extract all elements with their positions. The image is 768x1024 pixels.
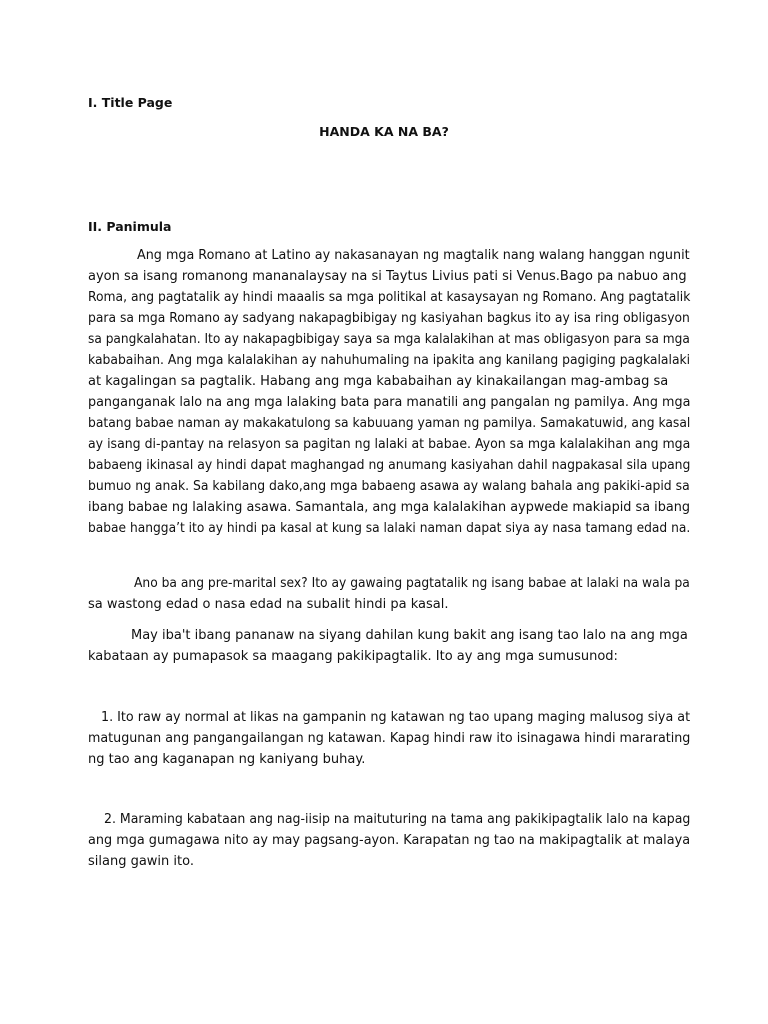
paragraph-line: panganganak lalo na ang mga lalaking bata para manatili ang pangalan ng pamilya. Ang mga: [88, 395, 691, 410]
list-item-line: 2. Maraming kabataan ang nag-iisip na maituturing na tama ang pakikipagtalik lalo na kapag: [104, 812, 691, 827]
paragraph-line: para sa mga Romano ay sadyang nakapagbibigay ng kasiyahan bagkus ito ay isa ring obligasyon: [88, 311, 690, 326]
paragraph-line: ayon sa isang romanong mananalaysay na si Taytus Livius pati si Venus.Bago pa nabuo ang: [88, 269, 687, 284]
paragraph-line: sa pangkalahatan. Ito ay nakapagbibigay saya sa mga kalalakihan at mas obligasyon para sa mga: [88, 332, 690, 347]
paragraph-line: ibang babae ng lalaking asawa. Samantala, ang mga kalalakihan aypwede makiapid sa ibang: [88, 500, 690, 515]
list-item-line: ang mga gumagawa nito ay may pagsang-ayon. Karapatan ng tao na makipagtalik at malaya: [88, 833, 691, 848]
paragraph-line: Roma, ang pagtatalik ay hindi maaalis sa mga politikal at kasaysayan ng Romano. Ang pagtatalik: [88, 290, 691, 305]
title-page-heading: I. Title Page: [88, 95, 173, 110]
paragraph-line: bumuo ng anak. Sa kabilang dako,ang mga babaeng asawa ay walang bahala ang pakiki-apid sa: [88, 479, 690, 494]
paragraph-line: Ano ba ang pre-marital sex? Ito ay gawaing pagtatalik ng isang babae at lalaki na wala pa: [134, 576, 690, 591]
list-item-line: silang gawin ito.: [88, 854, 194, 869]
paragraph-line: kabataan ay pumapasok sa maagang pakikipagtalik. Ito ay ang mga sumusunod:: [88, 649, 618, 664]
paragraph-line: kababaihan. Ang mga kalalakihan ay nahuhumaling na ipakita ang kanilang pagiging pagkalalaki: [88, 353, 691, 368]
paragraph-line: batang babae naman ay makakatulong sa kabuuang yaman ng pamilya. Samakatuwid, ang kasal: [88, 416, 691, 431]
paragraph-line: babae hangga’t ito ay hindi pa kasal at kung sa lalaki naman dapat siya ay nasa tamang edad na.: [88, 521, 691, 536]
paragraph-line: Ang mga Romano at Latino ay nakasanayan ng magtalik nang walang hanggan ngunit: [137, 248, 690, 263]
paragraph-line: ay isang di-pantay na relasyon sa pagitan ng lalaki at babae. Ayon sa mga kalalakihan ang mga: [88, 437, 691, 452]
list-item-line: ng tao ang kaganapan ng kaniyang buhay.: [88, 752, 366, 767]
list-item-line: 1. Ito raw ay normal at likas na gampanin ng katawan ng tao upang maging malusog siya at: [101, 710, 691, 725]
paragraph-line: May iba't ibang pananaw na siyang dahilan kung bakit ang isang tao lalo na ang mga: [131, 628, 688, 643]
document-title: HANDA KA NA BA?: [319, 124, 449, 139]
paragraph-line: at kagalingan sa pagtalik. Habang ang mga kababaihan ay kinakailangan mag-ambag sa: [88, 374, 669, 389]
panimula-heading: II. Panimula: [88, 219, 172, 234]
list-item-line: matugunan ang pangangailangan ng katawan. Kapag hindi raw ito isinagawa hindi mararating: [88, 731, 691, 746]
paragraph-line: babaeng ikinasal ay hindi dapat maghangad ng anumang kasiyahan dahil nagpakasal sila upang: [88, 458, 691, 473]
paragraph-line: sa wastong edad o nasa edad na subalit hindi pa kasal.: [88, 597, 449, 612]
